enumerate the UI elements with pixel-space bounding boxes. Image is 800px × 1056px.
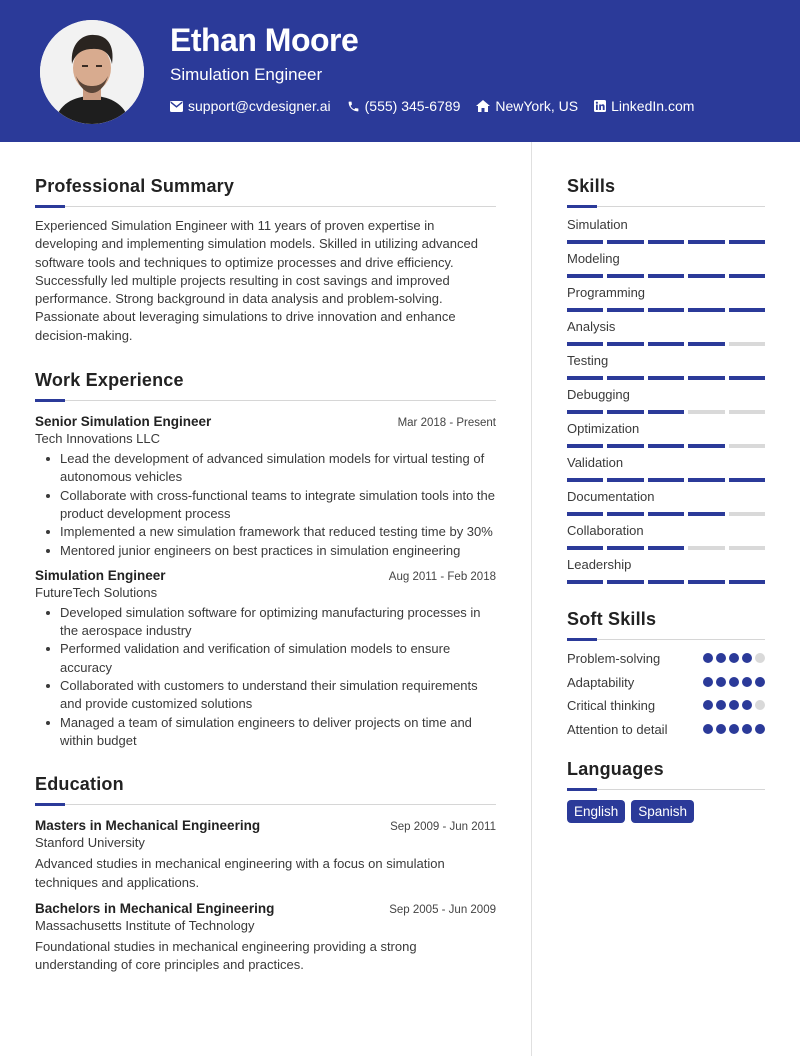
skills-list — [567, 217, 765, 584]
sidebar-column — [567, 176, 765, 823]
languages-list — [567, 800, 765, 823]
job-bullets — [35, 604, 496, 750]
education-description: Foundational studies in mechanical engineering providing a strong understanding of core principles and practices. — [35, 938, 417, 973]
skill-level-bar — [567, 512, 765, 516]
rating-dot — [729, 677, 739, 687]
education-date: Sep 2005 - Jun 2009 — [389, 903, 496, 916]
skill-item — [567, 421, 765, 448]
skills-section — [567, 176, 765, 584]
rating-dot — [716, 653, 726, 663]
job-bullet: Performed validation and verification of simulation models to ensure accuracy — [35, 640, 496, 677]
education-entry — [35, 901, 496, 975]
rating-dot — [716, 724, 726, 734]
soft-skill-name: Problem-solving — [567, 651, 661, 666]
soft-skill-item — [567, 697, 765, 715]
skills-rule — [567, 205, 765, 207]
rating-dot — [703, 653, 713, 663]
skill-level-segment — [729, 546, 765, 550]
summary-section — [35, 176, 496, 345]
summary-rule — [35, 205, 496, 207]
home-icon — [476, 100, 490, 112]
skill-level-segment — [729, 580, 765, 584]
soft-skill-item — [567, 721, 765, 739]
skill-name: Modeling — [567, 251, 620, 266]
rating-dot — [755, 700, 765, 710]
skill-level-segment — [567, 478, 603, 482]
skill-level-segment — [729, 478, 765, 482]
skill-level-bar — [567, 444, 765, 448]
skill-item — [567, 557, 765, 584]
skill-level-segment — [607, 546, 643, 550]
skill-item — [567, 285, 765, 312]
languages-section — [567, 759, 765, 823]
skill-level-segment — [648, 444, 684, 448]
rating-dot — [742, 653, 752, 663]
job-bullet: Collaborated with customers to understand their simulation requirements and provide customized solutions — [35, 677, 496, 714]
skill-level-segment — [567, 376, 603, 380]
skill-level-segment — [607, 342, 643, 346]
skill-level-segment — [607, 512, 643, 516]
skill-level-segment — [648, 512, 684, 516]
contact-linkedin[interactable] — [594, 98, 694, 114]
skill-level-segment — [607, 410, 643, 414]
education-date: Sep 2009 - Jun 2011 — [390, 821, 496, 834]
skill-level-segment — [607, 308, 643, 312]
skill-level-bar — [567, 580, 765, 584]
skill-level-segment — [648, 342, 684, 346]
skill-level-segment — [648, 478, 684, 482]
phone-icon — [347, 100, 360, 113]
skill-level-segment — [688, 512, 724, 516]
skill-level-segment — [729, 308, 765, 312]
job-bullets — [35, 450, 496, 560]
summary-heading: Professional Summary — [35, 176, 235, 196]
profile-photo-illustration — [40, 20, 144, 124]
skill-level-segment — [688, 410, 724, 414]
job-date: Aug 2011 - Feb 2018 — [388, 570, 496, 583]
soft-skill-rating — [703, 700, 765, 710]
experience-rule — [35, 399, 496, 401]
skill-level-segment — [607, 240, 643, 244]
soft-skills-section — [567, 609, 765, 738]
skill-level-segment — [688, 444, 724, 448]
rating-dot — [755, 724, 765, 734]
rating-dot — [716, 700, 726, 710]
skill-level-segment — [607, 478, 643, 482]
skill-level-bar — [567, 342, 765, 346]
skill-item — [567, 523, 765, 550]
soft-skill-rating — [703, 724, 765, 734]
skill-level-segment — [567, 342, 603, 346]
languages-heading: Languages — [567, 759, 664, 779]
education-entry — [35, 818, 496, 892]
job-entry — [35, 414, 496, 560]
job-bullet: Lead the development of advanced simulation models for virtual testing of autonomous vehicles — [35, 450, 496, 487]
skill-level-segment — [648, 546, 684, 550]
main-column — [35, 176, 496, 974]
skill-level-segment — [688, 274, 724, 278]
rating-dot — [742, 724, 752, 734]
skill-name: Programming — [567, 285, 646, 300]
degree-title: Bachelors in Mechanical Engineering — [35, 900, 275, 916]
skill-level-bar — [567, 274, 765, 278]
skill-level-bar — [567, 478, 765, 482]
contact-phone-text: (555) 345-6789 — [364, 98, 461, 114]
rating-dot — [755, 677, 765, 687]
skill-name: Leadership — [567, 557, 632, 572]
soft-skills-list — [567, 650, 765, 738]
skill-level-segment — [688, 342, 724, 346]
job-title: Senior Simulation Engineer — [35, 414, 212, 430]
skill-level-bar — [567, 546, 765, 550]
candidate-title: Simulation Engineer — [170, 65, 323, 84]
skill-level-segment — [729, 376, 765, 380]
skill-item — [567, 217, 765, 244]
education-rule — [35, 803, 496, 805]
job-company: FutureTech Solutions — [35, 584, 158, 600]
degree-title: Masters in Mechanical Engineering — [35, 818, 261, 834]
rating-dot — [755, 653, 765, 663]
rating-dot — [703, 677, 713, 687]
experience-section — [35, 370, 496, 750]
job-bullet: Collaborate with cross-functional teams to integrate simulation tools into the product development process — [35, 487, 496, 524]
job-entry — [35, 568, 496, 750]
skill-level-segment — [688, 580, 724, 584]
skill-level-bar — [567, 240, 765, 244]
school-name: Stanford University — [35, 835, 145, 851]
contact-location-text: NewYork, US — [495, 98, 579, 114]
skill-level-segment — [648, 274, 684, 278]
soft-skill-rating — [703, 653, 765, 663]
skill-level-segment — [607, 444, 643, 448]
job-bullet: Mentored junior engineers on best practices in simulation engineering — [35, 542, 496, 560]
soft-skill-item — [567, 650, 765, 668]
skill-level-segment — [648, 410, 684, 414]
skill-level-segment — [729, 410, 765, 414]
rating-dot — [703, 700, 713, 710]
skill-level-segment — [729, 512, 765, 516]
skill-name: Simulation — [567, 217, 628, 232]
skill-level-bar — [567, 410, 765, 414]
skill-name: Documentation — [567, 489, 655, 504]
skill-item — [567, 353, 765, 380]
skill-item — [567, 319, 765, 346]
rating-dot — [742, 700, 752, 710]
skills-heading: Skills — [567, 176, 616, 196]
envelope-icon — [170, 101, 183, 112]
skill-level-segment — [648, 580, 684, 584]
skill-name: Collaboration — [567, 523, 644, 538]
resume-header — [0, 0, 800, 142]
skill-item — [567, 251, 765, 278]
language-tag: English — [567, 800, 625, 823]
skill-level-segment — [729, 274, 765, 278]
skill-level-segment — [688, 478, 724, 482]
skill-level-segment — [688, 240, 724, 244]
rating-dot — [729, 700, 739, 710]
education-description: Advanced studies in mechanical engineering with a focus on simulation techniques and applications. — [35, 856, 445, 890]
contact-email[interactable] — [170, 98, 331, 114]
contact-linkedin-text: LinkedIn.com — [611, 98, 695, 114]
contact-phone[interactable] — [347, 98, 461, 114]
contact-list — [170, 98, 694, 114]
skill-level-segment — [567, 444, 603, 448]
rating-dot — [703, 724, 713, 734]
skill-level-segment — [607, 580, 643, 584]
summary-text: Experienced Simulation Engineer with 11 years of proven expertise in developing and implementing simulation models. Skilled in utilizing advanced software tools and techniques to optimize processes and drive efficiency. Successfully led multiple projects resulting in cost savings and improved performance. Strong background in data analysis and problem-solving. Passionate about leveraging simulations to drive innovation and enhance decision-making. — [35, 218, 478, 343]
skill-level-segment — [688, 376, 724, 380]
skill-level-segment — [648, 376, 684, 380]
skill-item — [567, 489, 765, 516]
education-heading: Education — [35, 774, 124, 795]
skill-level-segment — [648, 240, 684, 244]
job-title: Simulation Engineer — [35, 567, 166, 583]
rating-dot — [742, 677, 752, 687]
linkedin-icon — [594, 100, 606, 112]
education-section — [35, 774, 496, 974]
skill-level-segment — [607, 274, 643, 278]
rating-dot — [729, 653, 739, 663]
skill-level-segment — [729, 444, 765, 448]
job-date: Mar 2018 - Present — [397, 417, 496, 430]
experience-heading: Work Experience — [35, 370, 184, 391]
skill-level-segment — [648, 308, 684, 312]
soft-skill-name: Attention to detail — [567, 721, 668, 737]
job-bullet: Implemented a new simulation framework that reduced testing time by 30% — [35, 523, 496, 541]
skill-level-segment — [688, 546, 724, 550]
profile-photo — [40, 20, 144, 124]
skill-level-segment — [729, 240, 765, 244]
skill-level-segment — [567, 308, 603, 312]
skill-level-segment — [567, 410, 603, 414]
skill-level-segment — [567, 580, 603, 584]
job-bullet: Developed simulation software for optimizing manufacturing processes in the aerospace industry — [35, 604, 496, 641]
rating-dot — [716, 677, 726, 687]
soft-skill-name: Adaptability — [567, 674, 635, 690]
skill-level-segment — [567, 240, 603, 244]
skill-name: Testing — [567, 353, 609, 368]
skill-item — [567, 455, 765, 482]
skill-level-segment — [567, 274, 603, 278]
soft-skill-rating — [703, 677, 765, 687]
skill-level-segment — [607, 376, 643, 380]
contact-location — [476, 98, 578, 114]
skill-name: Validation — [567, 455, 624, 470]
contact-email-text: support@cvdesigner.ai — [188, 98, 331, 114]
skill-level-bar — [567, 308, 765, 312]
skill-name: Debugging — [567, 387, 630, 402]
school-name: Massachusetts Institute of Technology — [35, 917, 255, 933]
column-divider — [531, 142, 532, 1056]
soft-skills-rule — [567, 638, 765, 640]
language-tag: Spanish — [631, 800, 694, 823]
soft-skill-name: Critical thinking — [567, 698, 656, 713]
skill-level-segment — [567, 546, 603, 550]
skill-level-segment — [729, 342, 765, 346]
soft-skills-heading: Soft Skills — [567, 609, 657, 629]
candidate-name: Ethan Moore — [170, 22, 359, 58]
skill-level-segment — [688, 308, 724, 312]
skill-level-segment — [567, 512, 603, 516]
soft-skill-item — [567, 674, 765, 692]
job-bullet: Managed a team of simulation engineers to deliver projects on time and within budget — [35, 714, 496, 751]
job-company: Tech Innovations LLC — [35, 431, 161, 447]
skill-level-bar — [567, 376, 765, 380]
rating-dot — [729, 724, 739, 734]
skill-item — [567, 387, 765, 414]
languages-rule — [567, 788, 765, 790]
skill-name: Analysis — [567, 319, 616, 334]
skill-name: Optimization — [567, 421, 640, 436]
